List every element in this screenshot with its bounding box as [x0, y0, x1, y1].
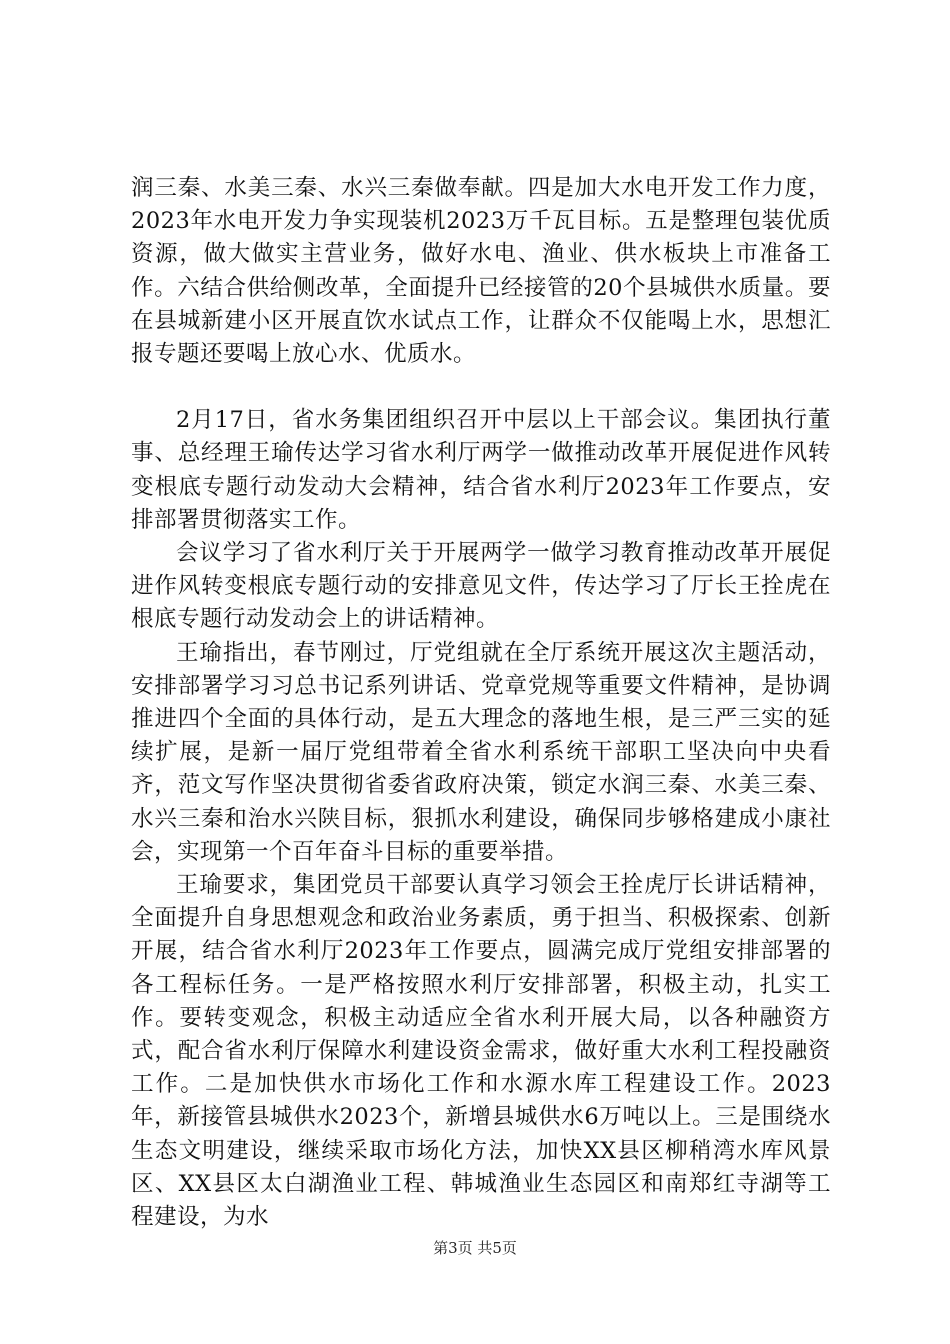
paragraph-meeting-study: 会议学习了省水利厅关于开展两学一做学习教育推动改革开展促进作风转变根底专题行动的安排意见文件，传达学习了厅长王拴虎在根底专题行动发动会上的讲话精神。 [131, 540, 831, 633]
page-number-footer: 第3页 共5页 [433, 1239, 517, 1257]
paragraph-wang-yu-requirements: 王瑜要求，集团党员干部要认真学习领会王拴虎厅长讲话精神，全面提升自身思想观念和政治业务素质，勇于担当、积极探索、创新开展，结合省水利厅2023年工作要点，圆满完成厅党组安排部署的各工程标任务。一是严格按照水利厅安排部署，积极主动，扎实工作。要转变观念，积极主动适应全省水利开展大局，以各种融资方式，配合省水利厅保障水利建设资金需求，做好重大水利工程投融资工作。二是加快供水市场化工作和水源水库工程建设工作。2023年，新接管县城供水2023个，新增县城供水6万吨以上。三是围绕水生态文明建设，继续采取市场化方法，加快XX县区柳稍湾水库风景区、XX县区太白湖渔业工程、韩城渔业生态园区和南郑红寺湖等工程建设，为水 [131, 872, 831, 1231]
document-body [131, 172, 831, 1234]
paragraph-wang-yu-points: 王瑜指出，春节刚过，厅党组就在全厅系统开展这次主题活动，安排部署学习习总书记系列讲话、党章党规等重要文件精神，是协调推进四个全面的具体行动，是五大理念的落地生根，是三严三实的延续扩展，是新一届厅党组带着全省水利系统干部职工坚决向中央看齐，范文写作坚决贯彻省委省政府决策，锁定水润三秦、水美三秦、水兴三秦和治水兴陕目标，狠抓水利建设，确保同步够格建成小康社会，实现第一个百年奋斗目标的重要举措。 [131, 639, 831, 865]
paragraph-continuation: 润三秦、水美三秦、水兴三秦做奉献。四是加大水电开发工作力度，2023年水电开发力争实现装机2023万千瓦目标。五是整理包装优质资源，做大做实主营业务，做好水电、渔业、供水板块上市准备工作。六结合供给侧改革，全面提升已经接管的20个县城供水质量。要在县城新建小区开展直饮水试点工作，让群众不仅能喝上水，思想汇报专题还要喝上放心水、优质水。 [131, 175, 831, 368]
paragraph-meeting-intro: 2月17日，省水务集团组织召开中层以上干部会议。集团执行董事、总经理王瑜传达学习省水利厅两学一做推动改革开展促进作风转变根底专题行动发动大会精神，结合省水利厅2023年工作要点，安排部署贯彻落实工作。 [131, 407, 831, 533]
paragraph-gap [131, 371, 831, 404]
